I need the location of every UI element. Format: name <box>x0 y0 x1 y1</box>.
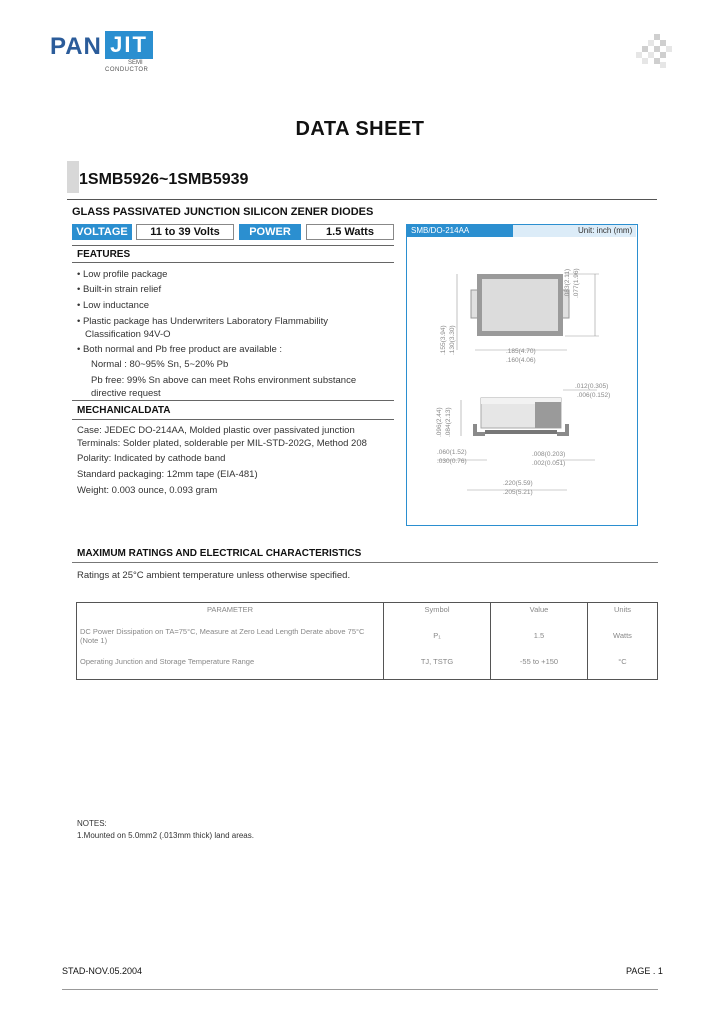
logo-semi-text: SEMI <box>128 60 143 66</box>
table-cell: DC Power Dissipation on TA=75°C, Measure at Zero Lead Length Derate above 75°C (Note 1) <box>77 625 384 655</box>
table-cell: Watts <box>588 625 658 655</box>
dim-label: .030(0.76) <box>437 458 467 465</box>
logo-jit-badge: JIT <box>105 31 153 59</box>
logo-pan-text: PAN <box>50 33 102 60</box>
dim-label: .012(0.305) <box>575 383 609 390</box>
package-name: SMB/DO-214AA <box>407 225 513 237</box>
table-cell: -55 to +150 <box>491 655 588 680</box>
part-number-marker <box>67 161 79 193</box>
feature-item: Pb free: 99% Sn above can meet Rohs environment substance <box>91 375 357 386</box>
footer-date: STAD-NOV.05.2004 <box>62 966 143 976</box>
column-header: Units <box>588 603 658 626</box>
voltage-value: 11 to 39 Volts <box>136 224 234 240</box>
divider <box>72 245 394 246</box>
dim-label: .160(4.06) <box>506 357 536 364</box>
table-cell: °C <box>588 655 658 680</box>
feature-item: directive request <box>91 388 161 399</box>
page-title: DATA SHEET <box>295 118 425 140</box>
dim-label: .220(5.59) <box>503 480 533 487</box>
column-header: Value <box>491 603 588 626</box>
dim-label: .083(2.11) <box>564 268 571 298</box>
column-header: Symbol <box>384 603 491 626</box>
footer-page: PAGE . 1 <box>626 966 663 976</box>
ratings-heading: MAXIMUM RATINGS AND ELECTRICAL CHARACTERISTICS <box>77 548 362 559</box>
feature-item: • Both normal and Pb free product are available : <box>77 344 283 355</box>
dim-label: .060(1.52) <box>437 449 467 456</box>
table-cell: 1.5 <box>491 625 588 655</box>
dim-label: .006(0.152) <box>577 392 611 399</box>
feature-item: • Plastic package has Underwriters Laboratory Flammability <box>77 316 328 327</box>
logo-conductor-text: CONDUCTOR <box>105 67 149 73</box>
mechanical-item: Polarity: Indicated by cathode band <box>77 453 226 464</box>
ratings-table <box>76 602 658 680</box>
mechanical-item: Weight: 0.003 ounce, 0.093 gram <box>77 485 218 496</box>
table-cell: Operating Junction and Storage Temperature Range <box>77 655 384 680</box>
mechanical-item: Case: JEDEC DO-214AA, Molded plastic over passivated junction <box>77 425 355 436</box>
feature-item: • Low profile package <box>77 269 168 280</box>
footer-divider <box>62 989 658 990</box>
feature-item: Normal : 80~95% Sn, 5~20% Pb <box>91 359 229 370</box>
feature-item: • Low inductance <box>77 300 149 311</box>
divider <box>72 262 394 263</box>
divider <box>72 562 658 563</box>
dim-label: .084(2.13) <box>445 407 452 437</box>
table-header-row <box>77 603 658 626</box>
dim-label: .155(3.94) <box>440 325 447 355</box>
dim-label: .096(2.44) <box>436 407 443 437</box>
feature-item: Classification 94V-O <box>85 329 171 340</box>
part-number: 1SMB5926~1SMB5939 <box>79 171 249 188</box>
dim-label: .077(1.96) <box>573 268 580 298</box>
dim-label: .185(4.70) <box>506 348 536 355</box>
dim-label: .130(3.30) <box>449 325 456 355</box>
table-row <box>77 625 658 655</box>
notes <box>77 818 254 842</box>
features-heading: FEATURES <box>77 249 131 260</box>
feature-item: • Built-in strain relief <box>77 284 162 295</box>
power-value: 1.5 Watts <box>306 224 394 240</box>
product-subtitle: GLASS PASSIVATED JUNCTION SILICON ZENER DIODES <box>72 206 374 218</box>
mechanical-heading: MECHANICALDATA <box>77 405 171 416</box>
column-header: PARAMETER <box>77 603 384 626</box>
dim-label: .205(5.21) <box>503 489 533 496</box>
voltage-label: VOLTAGE <box>72 224 132 240</box>
unit-label: Unit: inch (mm) <box>578 226 633 235</box>
table-row <box>77 655 658 680</box>
table-cell: TJ, TSTG <box>384 655 491 680</box>
note-item: 1.Mounted on 5.0mm2 (.013mm thick) land areas. <box>77 831 254 840</box>
dim-label: .002(0.051) <box>532 460 566 467</box>
divider <box>67 199 657 200</box>
divider <box>72 400 394 401</box>
corner-decoration <box>636 34 672 70</box>
table-cell: P₁ <box>384 625 491 655</box>
divider <box>72 419 394 420</box>
notes-heading: NOTES: <box>77 819 107 828</box>
ratings-note: Ratings at 25°C ambient temperature unless otherwise specified. <box>77 570 351 581</box>
mechanical-item: Terminals: Solder plated, solderable per MIL-STD-202G, Method 208 <box>77 438 367 449</box>
dim-label: .008(0.203) <box>532 451 566 458</box>
power-label: POWER <box>239 224 301 240</box>
mechanical-item: Standard packaging: 12mm tape (EIA-481) <box>77 469 258 480</box>
